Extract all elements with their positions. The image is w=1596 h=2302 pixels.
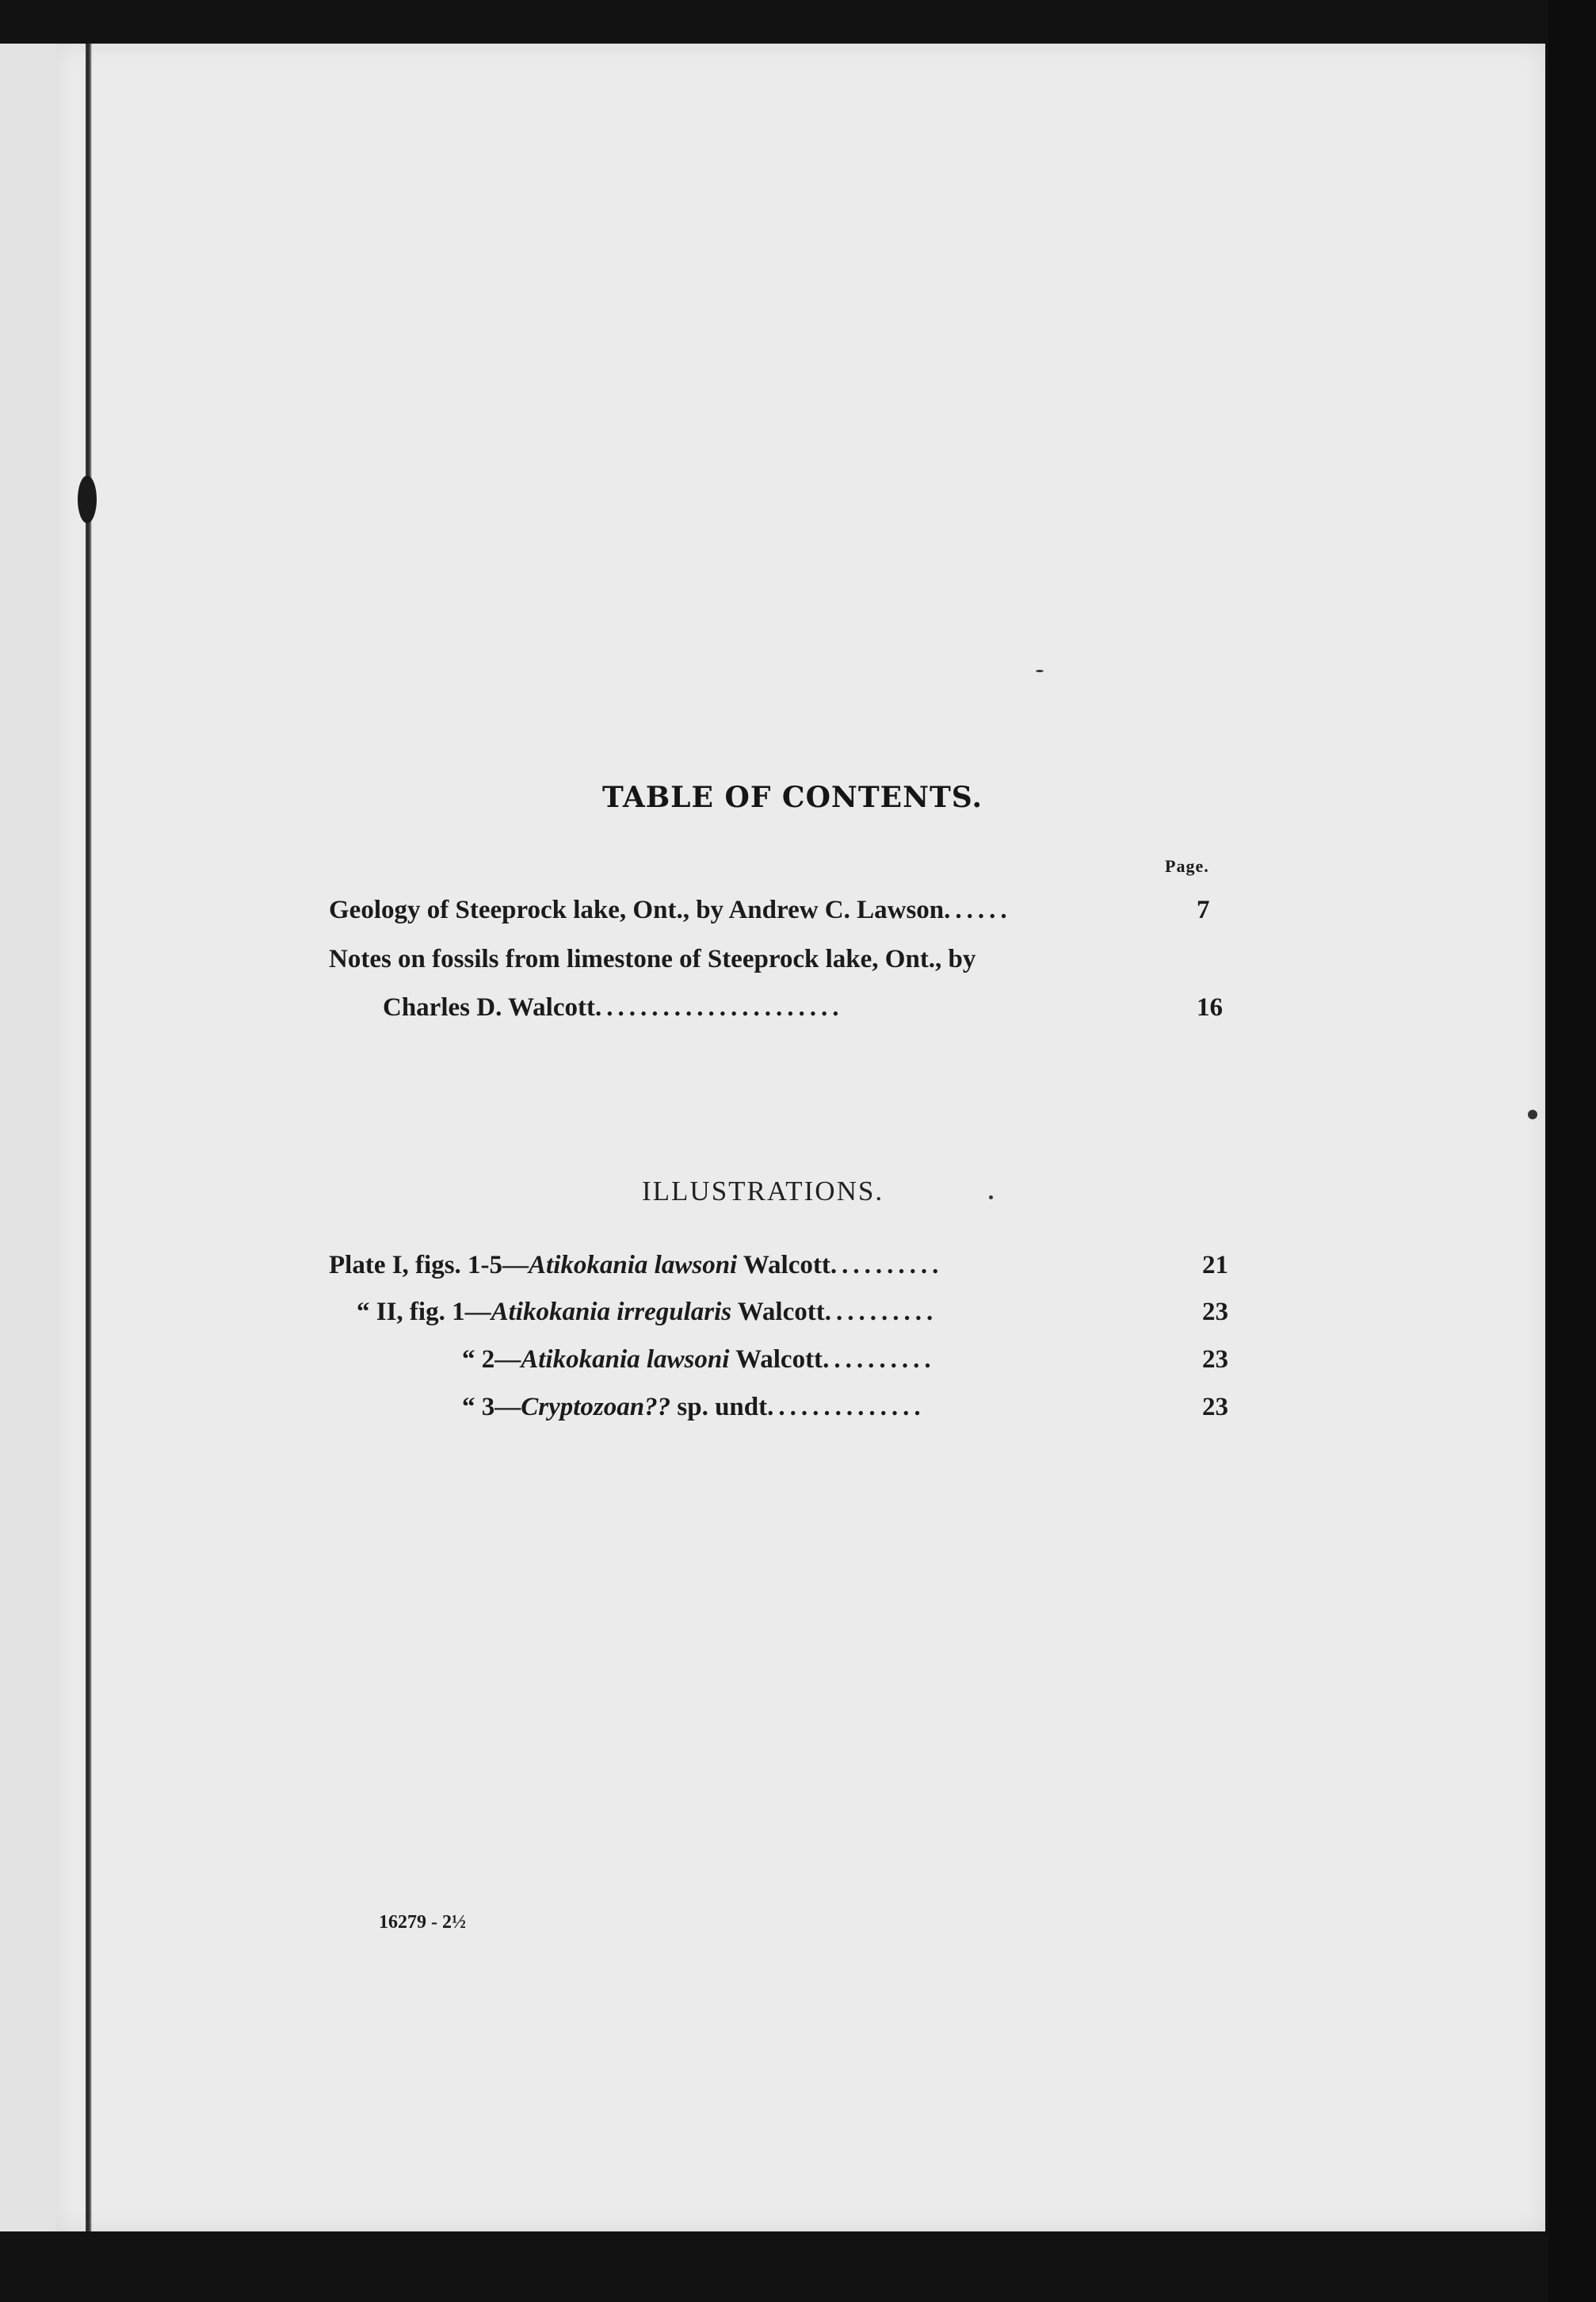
species-author: Walcott [729, 1345, 823, 1374]
illustration-entry [462, 1345, 1232, 1375]
species-name: Atikokania irregularis [491, 1298, 732, 1326]
dot-leader: .............. [767, 1393, 926, 1421]
page-column-heading: Page. [1165, 856, 1209, 876]
dot-leader: ...... [944, 896, 1012, 924]
dot-leader: .......... [830, 1251, 944, 1279]
toc-entry-text: Notes on fossils from limestone of Steeprock lake, Ont., by [329, 945, 976, 973]
toc-page-number: 16 [1197, 993, 1223, 1022]
binding-fold [86, 44, 92, 2231]
plate-page-number: 23 [1202, 1345, 1228, 1374]
plate-label: “ 3— [462, 1393, 521, 1421]
species-name: Cryptozoan?? [521, 1393, 671, 1421]
dot-leader: .......... [823, 1345, 936, 1374]
species-author: Walcott [737, 1251, 830, 1279]
species-name: Atikokania lawsoni [521, 1345, 730, 1374]
illustrations-heading: ILLUSTRATIONS. [642, 1176, 884, 1206]
plate-page-number: 23 [1202, 1298, 1228, 1326]
toc-entry-text: Geology of Steeprock lake, Ont., by Andrew C. Lawson [329, 896, 945, 924]
page-title: TABLE OF CONTENTS. [602, 781, 983, 814]
toc-entry-text: Charles D. Walcott [383, 993, 595, 1022]
stray-dot [989, 1195, 993, 1199]
illustration-entry [329, 1251, 1232, 1280]
toc-entry [329, 896, 1232, 925]
dust-speck [1036, 670, 1044, 672]
dot-leader: ...................... [594, 993, 844, 1022]
printer-code: 16279 - 2½ [379, 1912, 466, 1933]
toc-entry [329, 945, 1232, 974]
illustration-entry [357, 1298, 1232, 1327]
species-author: sp. undt [670, 1393, 768, 1421]
toc-entry [383, 993, 1232, 1023]
plate-page-number: 23 [1202, 1393, 1228, 1421]
paper-page [55, 44, 1545, 2231]
illustration-entry [462, 1393, 1232, 1422]
species-author: Walcott [731, 1298, 825, 1326]
species-name: Atikokania lawsoni [529, 1251, 738, 1279]
toc-page-number: 7 [1197, 896, 1210, 924]
binding-mark [78, 476, 97, 523]
scan-border [1548, 0, 1596, 2302]
plate-label: “ II, fig. 1— [357, 1298, 491, 1326]
dust-speck [1528, 1110, 1537, 1119]
dot-leader: .......... [824, 1298, 938, 1326]
plate-label: “ 2— [462, 1345, 521, 1374]
plate-label: Plate I, figs. 1-5— [329, 1251, 529, 1279]
plate-page-number: 21 [1202, 1251, 1228, 1279]
